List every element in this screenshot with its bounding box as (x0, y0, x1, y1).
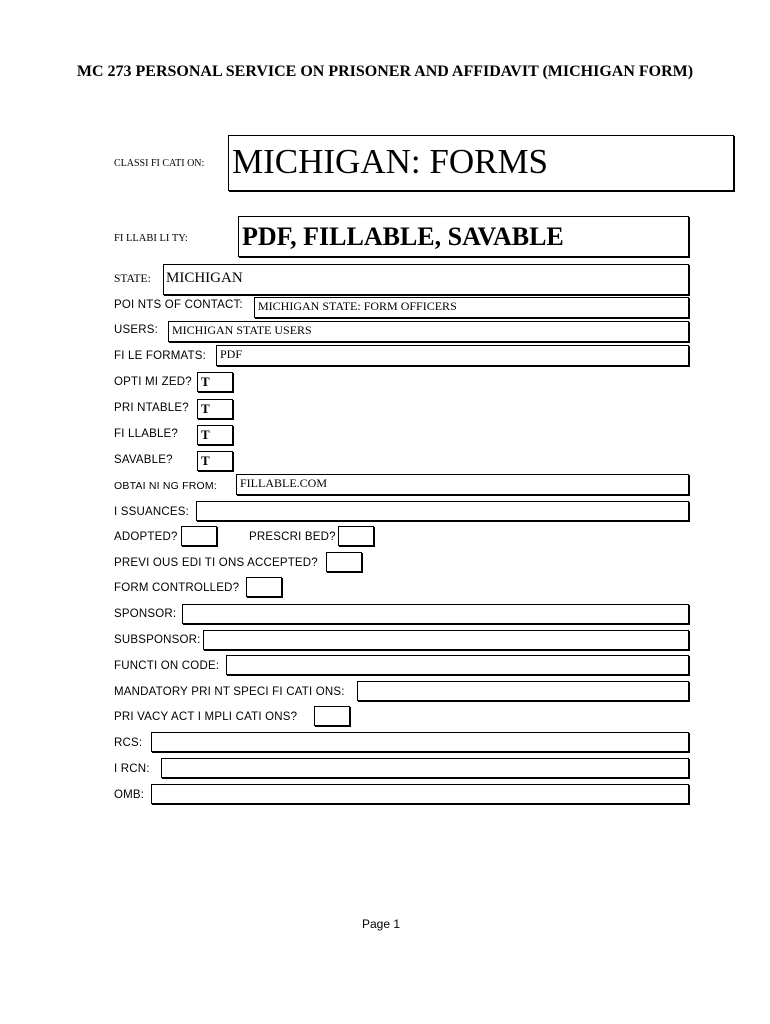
rcs-field[interactable] (151, 732, 689, 752)
state-field[interactable] (163, 264, 689, 295)
fillable-value: T (201, 427, 210, 442)
fillability-label: FI LLABI LI TY: (114, 233, 188, 244)
omb-label: OMB: (114, 789, 145, 801)
obtaining-from-label: OBTAI NI NG FROM: (114, 480, 217, 492)
mandatory-print-field[interactable] (357, 681, 689, 701)
file-formats-value: PDF (220, 347, 243, 361)
previous-editions-field[interactable] (326, 552, 362, 572)
fillability-field[interactable] (238, 216, 689, 257)
optimized-label: OPTI MI ZED? (114, 376, 192, 388)
points-of-contact-value: MICHIGAN STATE: FORM OFFICERS (258, 299, 457, 313)
ircn-field[interactable] (161, 758, 689, 778)
rcs-label: RCS: (114, 737, 143, 749)
issuances-field[interactable] (196, 501, 689, 521)
savable-field[interactable] (197, 451, 233, 471)
printable-value: T (201, 401, 210, 416)
issuances-label: I SSUANCES: (114, 506, 190, 518)
state-label: STATE: (114, 273, 151, 285)
users-value: MICHIGAN STATE USERS (172, 323, 312, 337)
omb-field[interactable] (151, 784, 689, 804)
fillable-field[interactable] (197, 425, 233, 445)
file-formats-field[interactable] (216, 345, 689, 366)
classification-label: CLASSI FI CATI ON: (114, 158, 205, 169)
classification-field[interactable] (228, 135, 734, 191)
adopted-label: ADOPTED? (114, 531, 178, 543)
savable-value: T (201, 453, 210, 468)
previous-editions-label: PREVI OUS EDI TI ONS ACCEPTED? (114, 557, 318, 569)
users-field[interactable] (168, 321, 689, 342)
form-controlled-label: FORM CONTROLLED? (114, 582, 240, 594)
optimized-field[interactable] (197, 372, 233, 392)
adopted-field[interactable] (181, 526, 217, 546)
prescribed-label: PRESCRI BED? (249, 531, 336, 543)
obtaining-from-field[interactable] (236, 474, 689, 495)
users-label: USERS: (114, 324, 159, 336)
prescribed-field[interactable] (338, 526, 374, 546)
sponsor-label: SPONSOR: (114, 608, 177, 620)
printable-label: PRI NTABLE? (114, 402, 189, 414)
sponsor-field[interactable] (182, 604, 689, 624)
obtaining-from-value: FILLABLE.COM (240, 476, 327, 490)
function-code-label: FUNCTI ON CODE: (114, 660, 220, 672)
mandatory-print-label: MANDATORY PRI NT SPECI FI CATI ONS: (114, 686, 345, 698)
points-of-contact-label: POI NTS OF CONTACT: (114, 299, 243, 311)
file-formats-label: FI LE FORMATS: (114, 350, 207, 362)
privacy-act-label: PRI VACY ACT I MPLI CATI ONS? (114, 711, 298, 723)
subsponsor-label: SUBSPONSOR: (114, 634, 201, 646)
function-code-field[interactable] (226, 655, 689, 675)
ircn-label: I RCN: (114, 763, 150, 775)
fillability-value: PDF, FILLABLE, SAVABLE (242, 222, 564, 251)
points-of-contact-field[interactable] (254, 297, 689, 318)
privacy-act-field[interactable] (314, 706, 350, 726)
optimized-value: T (201, 374, 210, 389)
page-number: Page 1 (362, 917, 401, 931)
fillable-label: FI LLABLE? (114, 428, 179, 440)
classification-value: MICHIGAN: FORMS (232, 142, 549, 181)
printable-field[interactable] (197, 399, 233, 419)
savable-label: SAVABLE? (114, 454, 173, 466)
form-controlled-field[interactable] (246, 577, 282, 597)
subsponsor-field[interactable] (203, 630, 689, 650)
state-value: MICHIGAN (166, 270, 243, 286)
page-title: MC 273 PERSONAL SERVICE ON PRISONER AND AFFIDAVIT (MICHIGAN FORM) (76, 63, 694, 80)
